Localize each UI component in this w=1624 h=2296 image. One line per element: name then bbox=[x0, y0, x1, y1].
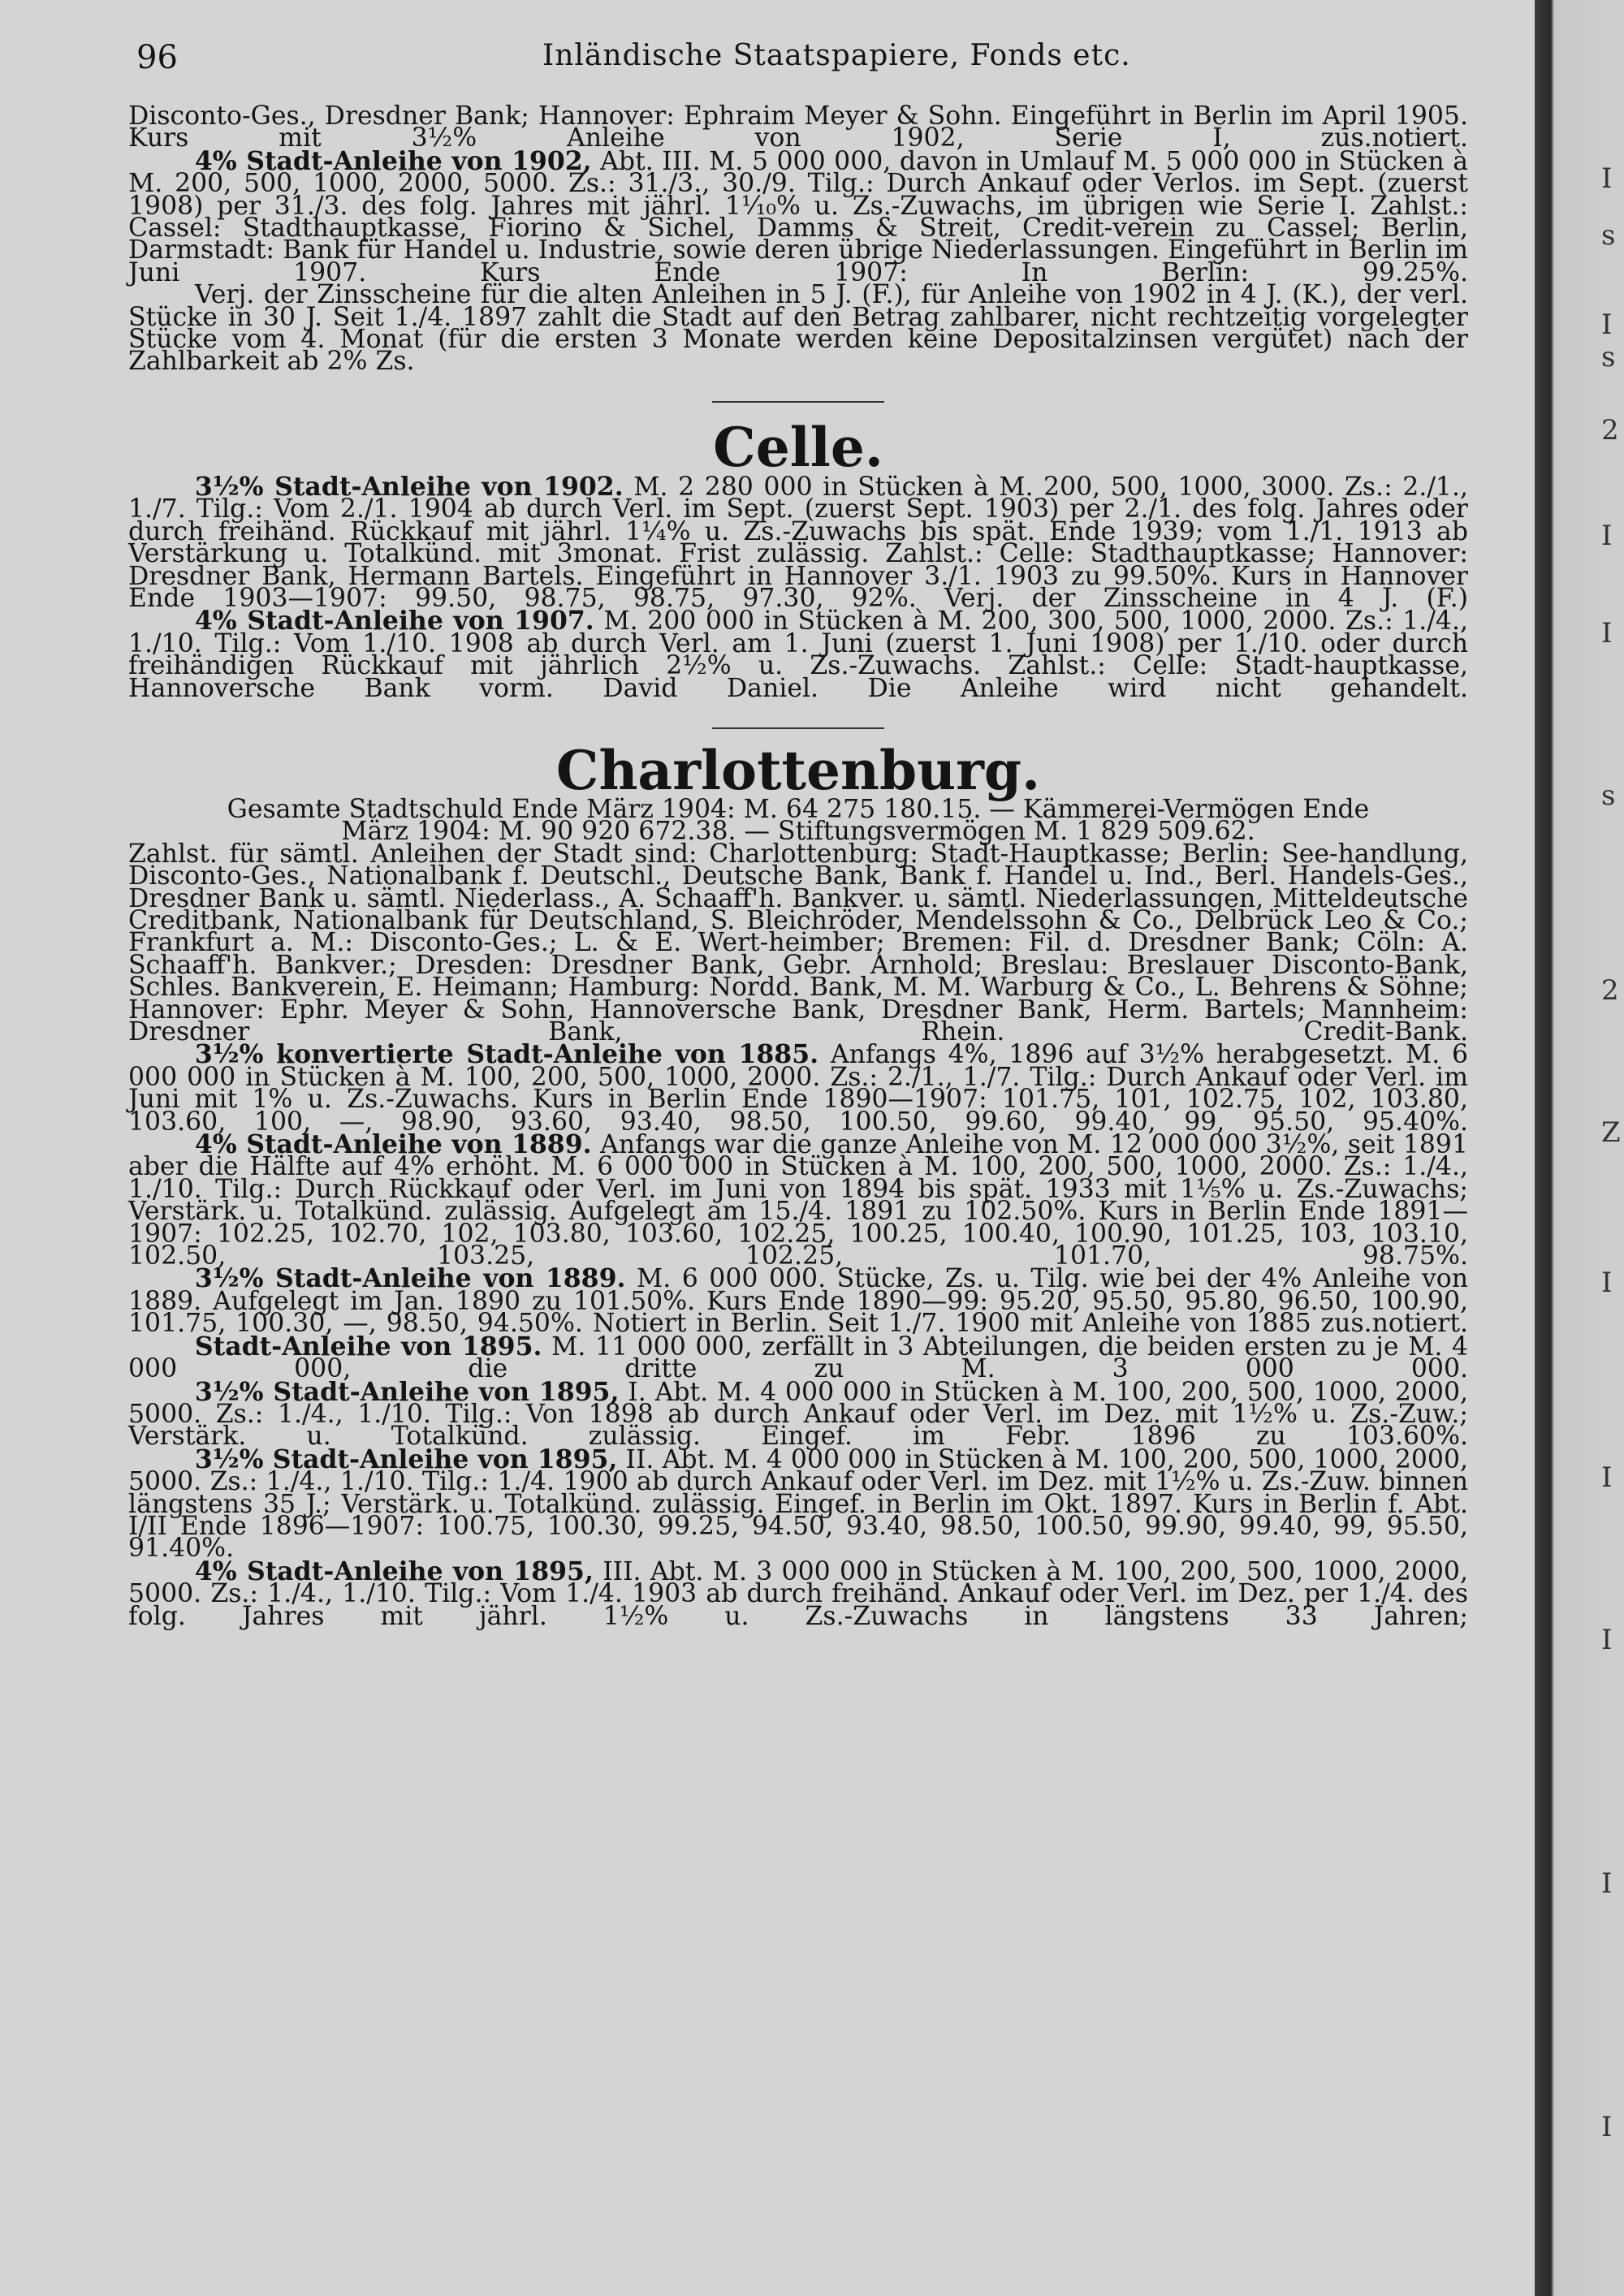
margin-mark: I bbox=[1601, 617, 1613, 650]
margin-mark: I bbox=[1601, 162, 1613, 195]
bond-text: Anfangs war die ganze Anleihe von M. 12 000 000 3½%, seit 1891 aber die Hälfte auf 4% erhöht. M. 6 000 000 in Stücken à M. 100, 200, 500, 1000, 2000. Zs.: 1./4., 1./10. Tilg.: Durch Rückkauf oder Verl. im Juni von 1894 bis spät. 1933 mit 1⅕% u. Zs.-Zuwachs; Verstärk. u. Totalkünd. zulässig. Aufgelegt am 15./4. 1891 zu 102.50%. Kurs in Berlin Ende 1891—1907: 102.25, 102.70, 102, 103.80, 103.60, 102.25, 100.25, 100.40, 100.90, 101.25, 103, 103.10, 102.50, 103.25, 102.25, 101.70, 98.75%. bbox=[128, 1130, 1468, 1271]
city-heading: Celle. bbox=[713, 415, 883, 479]
bond-text: I. Abt. M. 4 000 000 in Stücken à M. 100, 200, 500, 1000, 2000, 5000. Zs.: 1./4., 1./10. Tilg.: Von 1898 ab durch Ankauf oder Verl. im Dez. mit 1½% u. Zs.-Zuw.; Verstärk. u. Totalkünd. zulässig. Eingef. im Febr. 1896 zu 103.60%. bbox=[128, 1377, 1468, 1452]
margin-mark: I bbox=[1601, 520, 1613, 552]
paragraph: Verj. der Zinsscheine für die alten Anleihen in 5 J. (F.), für Anleihe von 1902 in 4 J. (K.), der verl. Stücke in 30 J. Seit 1./4. 1897 zahlt die Stadt auf den Betrag zahlbarer, nicht rechtzeitig vorgelegter Stücke vom 4. Monat (für die ersten 3 Monate werden keine Depositalzinsen vergütet) nach der Zahlbarkeit ab 2% Zs. bbox=[128, 280, 1468, 377]
margin-mark: I bbox=[1601, 1267, 1613, 1299]
paragraph bbox=[128, 471, 1468, 613]
paragraph bbox=[128, 1444, 1468, 1564]
bond-title: 4% Stadt-Anleihe von 1889. bbox=[194, 1129, 592, 1160]
bond-text: Anfangs 4%, 1896 auf 3½% herabgesetzt. M. 6 000 000 in Stücken à M. 100, 200, 500, 1000, 2000. Zs.: 2./1., 1./7. Tilg.: Durch Ankauf oder Verl. im Juni mit 1% u. Zs.-Zuwachs. Kurs in Berlin Ende 1890—1907: 101.75, 101, 102.75, 102, 103.80, 103.60, 100, —, 98.90, 93.60, 93.40, 98.50, 100.50, 99.60, 99.40, 99, 95.50, 95.40%. bbox=[128, 1040, 1468, 1137]
bond-title: 4% Stadt-Anleihe von 1895, bbox=[194, 1556, 594, 1586]
running-head: Inländische Staatspapiere, Fonds etc. bbox=[542, 39, 1131, 72]
bond-text: M. 2 280 000 in Stücken à M. 200, 500, 1000, 3000. Zs.: 2./1., 1./7. Tilg.: Vom 2./1. 1904 ab durch Verl. im Sept. (zuerst Sept. 1903) per 2./1. des folg. Jahres oder durch freihänd. Rückkauf mit jährl. 1¼% u. Zs.-Zuwachs bis spät. Ende 1939; vom 1./1. 1913 ab Verstärkung u. Totalkünd. mit 3monat. Frist zulässig. Zahlst.: Celle: Stadthauptkasse; Hannover: Dresdner Bank, Hermann Bartels. Eingeführt in Hannover 3./1. 1903 zu 99.50%. Kurs in Hannover Ende 1903—1907: 99.50, 98.75, 98.75, 97.30, 92%. Verj. der Zinsscheine in 4 J. (F.) bbox=[128, 472, 1468, 613]
margin-mark: s bbox=[1601, 779, 1616, 812]
bond-text: M. 11 000 000, zerfällt in 3 Abteilungen, die beiden ersten zu je M. 4 000 000, die dritte zu M. 3 000 000. bbox=[128, 1331, 1469, 1384]
paragraph: Zahlst. für sämtl. Anleihen der Stadt sind: Charlottenburg: Stadt-Hauptkasse; Berlin: See-handlung, Disconto-Ges., Nationalbank f. Deutschl., Deutsche Bank, Bank f. Handel u. Ind., Berl. Handels-Ges., Dresdner Bank u. sämtl. Niederlass., A. Schaaff'h. Bankver. u. sämtl. Niederlassungen, Mitteldeutsche Creditbank, Nationalbank für Deutschland, S. Bleichröder, Mendelssohn & Co., Delbrück Leo & Co.; Frankfurt a. M.: Disconto-Ges.; L. & E. Wert-heimber; Bremen: Fil. d. Dresdner Bank; Cöln: A. Schaaff'h. Bankver.; Dresden: Dresdner Bank, Gebr. Arnhold; Breslau: Breslauer Disconto-Bank, Schles. Bankverein, E. Heimann; Hamburg: Nordd. Bank, M. M. Warburg & Co., L. Behrens & Söhne; Hannover: Ephr. Meyer & Sohn, Hannoversche Bank, Dresdner Bank, Herm. Bartels; Mannheim: Dresdner Bank, Rhein. Credit-Bank. bbox=[128, 839, 1468, 1047]
bond-title: 3½% Stadt-Anleihe von 1895, bbox=[194, 1444, 618, 1474]
paragraph bbox=[128, 1129, 1468, 1271]
paragraph bbox=[128, 1039, 1468, 1137]
paragraph bbox=[128, 1556, 1468, 1631]
margin-mark: 2 bbox=[1601, 414, 1619, 447]
bond-title: Stadt-Anleihe von 1895. bbox=[194, 1331, 542, 1362]
margin-mark: I bbox=[1601, 2111, 1613, 2143]
bond-title: 4% Stadt-Anleihe von 1907. bbox=[194, 606, 594, 637]
paragraph bbox=[128, 145, 1468, 287]
margin-mark: I bbox=[1601, 1867, 1613, 1900]
margin-mark: s bbox=[1601, 341, 1616, 373]
section-celle bbox=[128, 415, 1468, 703]
margin-mark: I bbox=[1601, 1461, 1613, 1494]
margin-mark: I bbox=[1601, 309, 1613, 341]
city-heading: Charlottenburg. bbox=[555, 738, 1041, 802]
bond-title: 4% Stadt-Anleihe von 1902, bbox=[194, 145, 592, 176]
page-number: 96 bbox=[136, 39, 178, 76]
paragraph: Disconto-Ges., Dresdner Bank; Hannover: Ephraim Meyer & Sohn. Eingeführt in Berlin im April 1905. Kurs mit 3½% Anleihe von 1902, Serie I, zus.notiert. bbox=[128, 101, 1468, 153]
paragraph bbox=[128, 606, 1468, 703]
section-charlottenburg bbox=[128, 738, 1469, 1631]
summary-line: Gesamte Stadtschuld Ende März 1904: M. 64 275 180.15. — Kämmerei-Vermögen Ende bbox=[227, 794, 1370, 824]
bond-text: M. 6 000 000. Stücke, Zs. u. Tilg. wie bei der 4% Anleihe von 1889. Aufgelegt im Jan. 1890 zu 101.50%. Kurs Ende 1890—99: 95.20, 95.50, 95.80, 96.50, 100.90, 101.75, 100.30, —, 98.50, 94.50%. Notiert in Berlin. Seit 1./7. 1900 mit Anleihe von 1885 zus.notiert. bbox=[128, 1264, 1469, 1339]
bond-title: 3½% konvertierte Stadt-Anleihe von 1885. bbox=[194, 1039, 819, 1070]
section-cassel bbox=[128, 101, 1468, 377]
bond-title: 3½% Stadt-Anleihe von 1895, bbox=[194, 1376, 620, 1407]
bond-title: 3½% Stadt-Anleihe von 1889. bbox=[194, 1263, 626, 1294]
paragraph bbox=[128, 1263, 1469, 1339]
paragraph bbox=[128, 1376, 1468, 1452]
margin-mark: s bbox=[1601, 219, 1616, 252]
bond-text: Abt. III. M. 5 000 000, davon in Umlauf M. 5 000 000 in Stücken à M. 200, 500, 1000, 2000, 5000. Zs.: 31./3., 30./9. Tilg.: Durch Ankauf oder Verlos. im Sept. (zuerst 1908) per 31./3. des folg. Jahres mit jährl. 1¹⁄₁₀% u. Zs.-Zuwachs, im übrigen wie Serie I. Zahlst.: Cassel: Stadthauptkasse, Fiorino & Sichel, Damms & Streit, Credit-verein zu Cassel; Berlin, Darmstadt: Bank für Handel u. Industrie, sowie deren übrige Niederlassungen. Eingeführt in Berlin im Juni 1907. Kurs Ende 1907: In Berlin: 99.25%. bbox=[128, 146, 1468, 287]
bond-text: M. 200 000 in Stücken à M. 200, 300, 500, 1000, 2000. Zs.: 1./4., 1./10. Tilg.: Vom 1./10. 1908 ab durch Verl. am 1. Juni (zuerst 1. Juni 1908) per 1./10. oder durch freihändigen Rückkauf mit jährlich 2½% u. Zs.-Zuwachs. Zahlst.: Celle: Stadt-hauptkasse, Hannoversche Bank vorm. David Daniel. Die Anleihe wird nicht gehandelt. bbox=[128, 606, 1468, 703]
margin-mark: I bbox=[1601, 1624, 1613, 1656]
content bbox=[128, 101, 1469, 1631]
margin-mark: Z bbox=[1601, 1116, 1621, 1149]
bond-text: II. Abt. M. 4 000 000 in Stücken à M. 100, 200, 500, 1000, 2000, 5000. Zs.: 1./4., 1./10. Tilg.: 1./4. 1900 ab durch Ankauf oder Verl. im Dez. mit 1½% u. Zs.-Zuw. binnen längstens 35 J.; Verstärk. u. Totalkünd. zulässig. Eingef. in Berlin im Okt. 1897. Kurs in Berlin f. Abt. I/II Ende 1896—1907: 100.75, 100.30, 99.25, 94.50, 93.40, 98.50, 100.50, 99.90, 99.40, 99, 95.50, 91.40%. bbox=[128, 1444, 1468, 1564]
summary-line: März 1904: M. 90 920 672.38. — Stiftungsvermögen M. 1 829 509.62. bbox=[341, 817, 1255, 847]
divider bbox=[712, 727, 884, 729]
margin-mark: 2 bbox=[1601, 974, 1619, 1007]
bond-title: 3½% Stadt-Anleihe von 1902. bbox=[194, 471, 624, 502]
paragraph bbox=[128, 1331, 1469, 1384]
divider bbox=[712, 401, 884, 403]
bond-text: III. Abt. M. 3 000 000 in Stücken à M. 100, 200, 500, 1000, 2000, 5000. Zs.: 1./4., 1./10. Tilg.: Vom 1./4. 1903 ab durch freihänd. Ankauf oder Verl. im Dez. per 1./4. des folg. Jahres mit jährl. 1½% u. Zs.-Zuwachs in längstens 33 Jahren; bbox=[128, 1556, 1468, 1631]
